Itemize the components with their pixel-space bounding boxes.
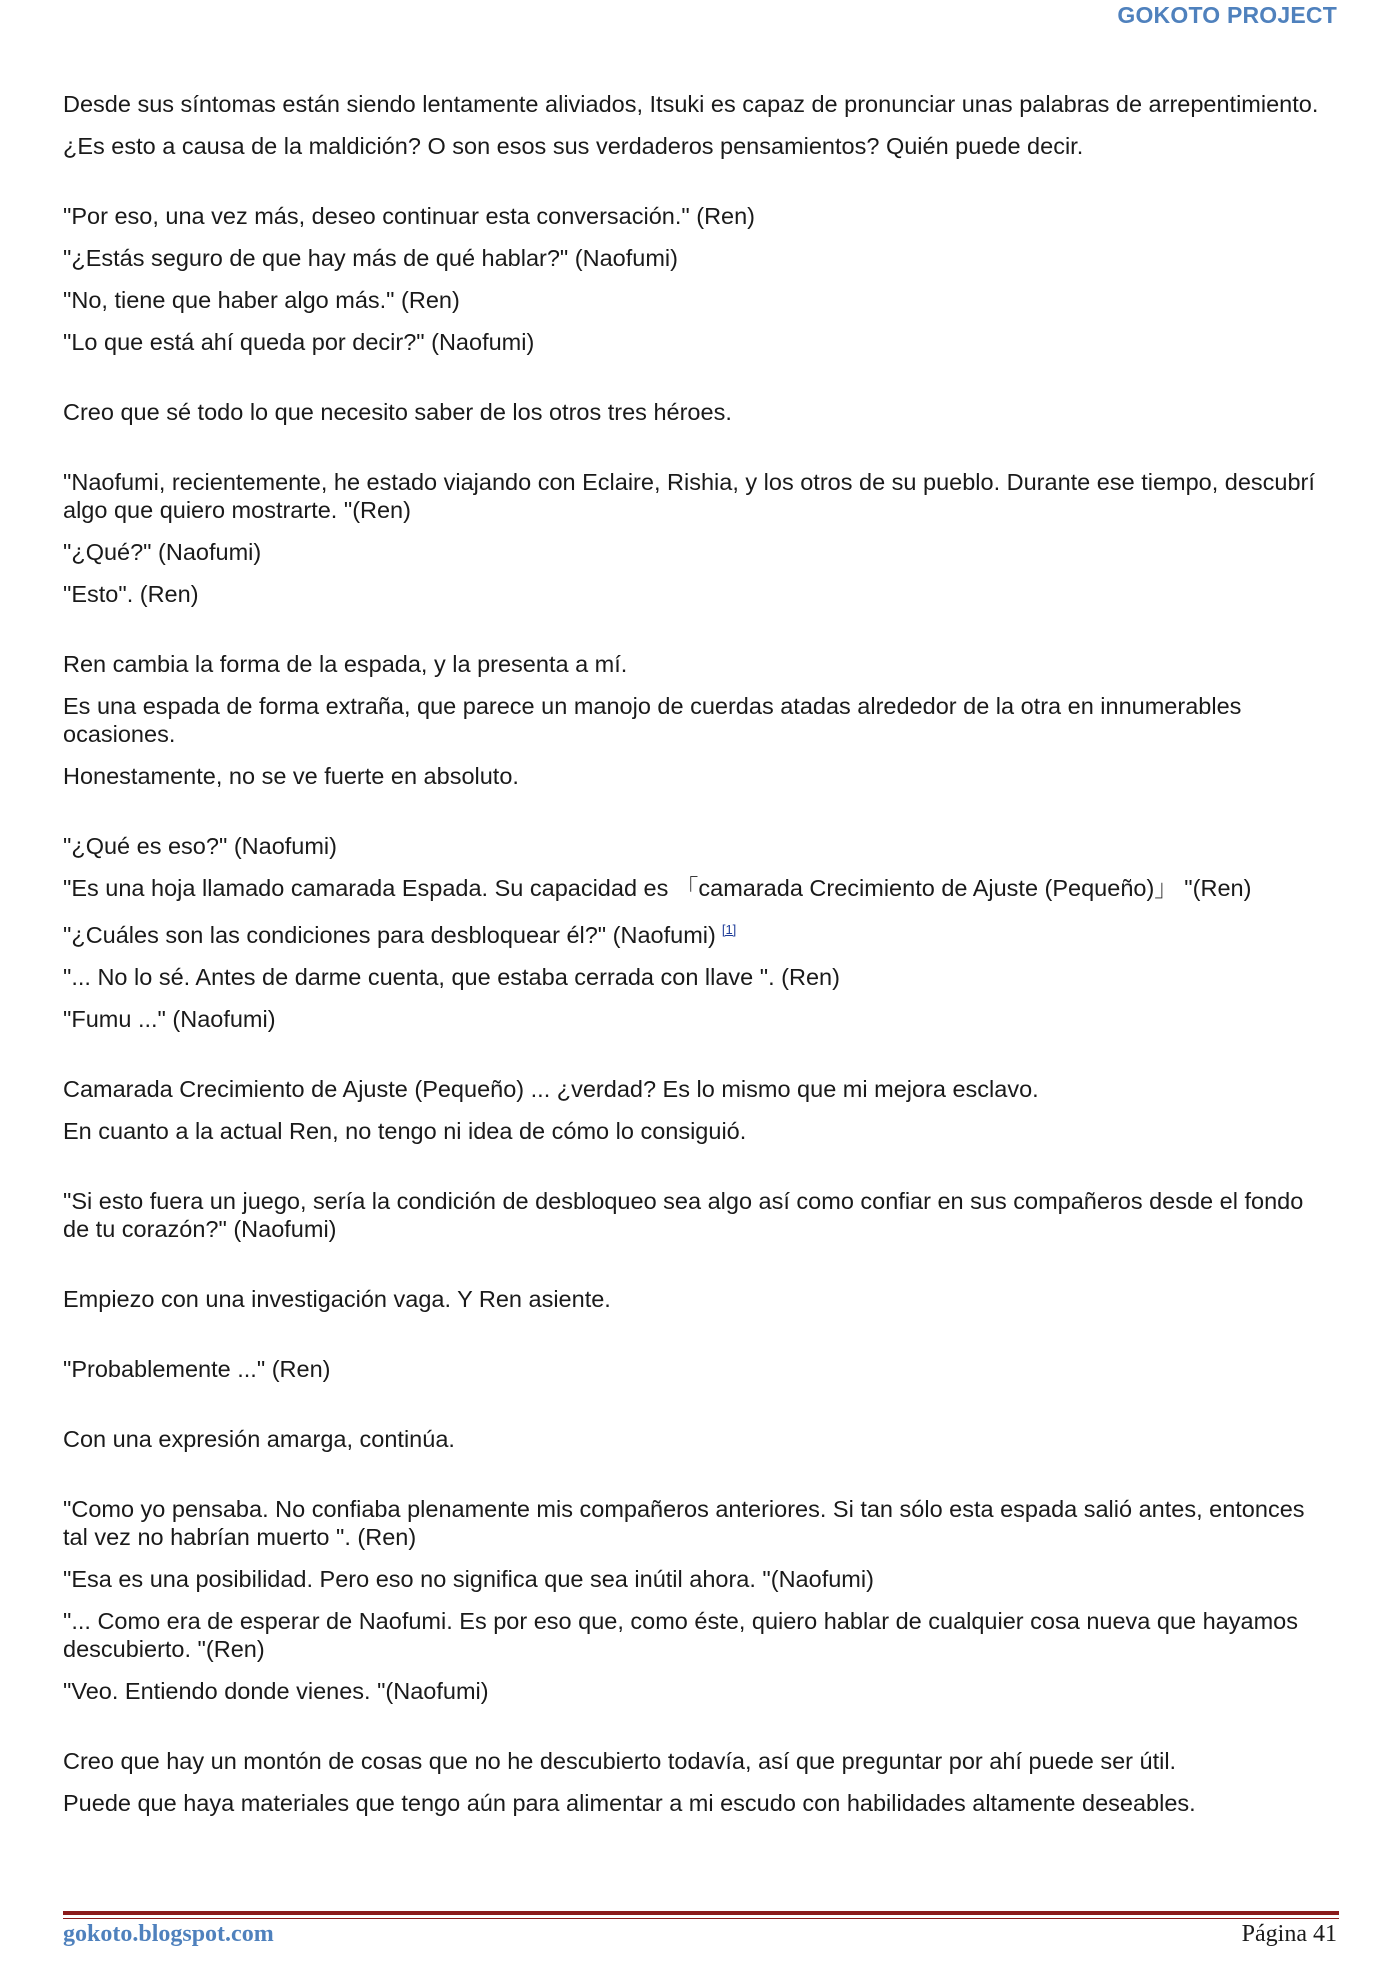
paragraph: "... Como era de esperar de Naofumi. Es por eso que, como éste, quiero hablar de cualquier cosa nueva que hayamos descubierto. "(Ren)	[63, 1607, 1298, 1662]
paragraph: "Esa es una posibilidad. Pero eso no significa que sea inútil ahora. "(Naofumi)	[63, 1565, 874, 1592]
paragraph: "Lo que está ahí queda por decir?" (Naofumi)	[63, 329, 535, 355]
paragraph: "Es una hoja llamado camarada Espada. Su capacidad es 「camarada Crecimiento de Ajuste (Pequeño)」 "(Ren)	[63, 875, 1252, 901]
paragraph: "¿Qué es eso?" (Naofumi)	[63, 833, 337, 859]
header-brand: GOKOTO PROJECT	[1117, 2, 1337, 28]
paragraph: "Probablemente ..." (Ren)	[63, 1355, 331, 1382]
paragraph: "¿Estás seguro de que hay más de qué hablar?" (Naofumi)	[63, 245, 678, 271]
paragraph	[63, 916, 1323, 949]
paragraph: "... No lo sé. Antes de darme cuenta, que estaba cerrada con llave ". (Ren)	[63, 963, 840, 990]
paragraph: "Por eso, una vez más, deseo continuar esta conversación." (Ren)	[63, 203, 756, 229]
paragraph: Con una expresión amarga, continúa.	[63, 1425, 455, 1452]
paragraph: Camarada Crecimiento de Ajuste (Pequeño) ... ¿verdad? Es lo mismo que mi mejora esclavo.	[63, 1075, 1039, 1102]
paragraph: "¿Qué?" (Naofumi)	[63, 539, 262, 565]
footer-site-link[interactable]: gokoto.blogspot.com	[63, 1921, 274, 1947]
paragraph: Creo que hay un montón de cosas que no he descubierto todavía, así que preguntar por ahí puede ser útil.	[63, 1747, 1177, 1774]
paragraph: "Como yo pensaba. No confiaba plenamente mis compañeros anteriores. Si tan sólo esta espada salió antes, entonces tal vez no habrían muerto ". (Ren)	[63, 1495, 1305, 1550]
paragraph: ¿Es esto a causa de la maldición? O son esos sus verdaderos pensamientos? Quién puede decir.	[63, 133, 1084, 159]
paragraph: "Veo. Entiendo donde vienes. "(Naofumi)	[63, 1677, 489, 1704]
paragraph: "Si esto fuera un juego, sería la condición de desbloqueo sea algo así como confiar en sus compañeros desde el fondo de tu corazón?" (Naofumi)	[63, 1187, 1304, 1242]
paragraph: Desde sus síntomas están siendo lentamente aliviados, Itsuki es capaz de pronunciar unas palabras de arrepentimiento.	[63, 91, 1319, 117]
footer-divider	[63, 1911, 1339, 1915]
footnote-link[interactable]: [1]	[721, 922, 737, 937]
paragraph: "Esto". (Ren)	[63, 581, 199, 607]
paragraph: Es una espada de forma extraña, que parece un manojo de cuerdas atadas alrededor de la otra en innumerables ocasiones.	[63, 693, 1242, 747]
paragraph: "Naofumi, recientemente, he estado viajando con Eclaire, Rishia, y los otros de su pueblo. Durante ese tiempo, descubrí algo que quiero mostrarte. "(Ren)	[63, 469, 1315, 523]
paragraph: "No, tiene que haber algo más." (Ren)	[63, 287, 460, 313]
document-body	[63, 90, 1323, 1831]
page-number: Página 41	[1241, 1921, 1337, 1947]
paragraph-text: "¿Cuáles son las condiciones para desbloquear él?" (Naofumi)	[63, 921, 716, 948]
paragraph: "Fumu ..." (Naofumi)	[63, 1005, 276, 1032]
paragraph: Honestamente, no se ve fuerte en absoluto.	[63, 763, 519, 789]
paragraph: Puede que haya materiales que tengo aún para alimentar a mi escudo con habilidades altamente deseables.	[63, 1789, 1196, 1816]
paragraph: Creo que sé todo lo que necesito saber de los otros tres héroes.	[63, 399, 732, 425]
paragraph: Empiezo con una investigación vaga. Y Ren asiente.	[63, 1285, 611, 1312]
paragraph: Ren cambia la forma de la espada, y la presenta a mí.	[63, 651, 628, 677]
paragraph: En cuanto a la actual Ren, no tengo ni idea de cómo lo consiguió.	[63, 1117, 747, 1144]
footer-divider-thin	[63, 1918, 1339, 1919]
